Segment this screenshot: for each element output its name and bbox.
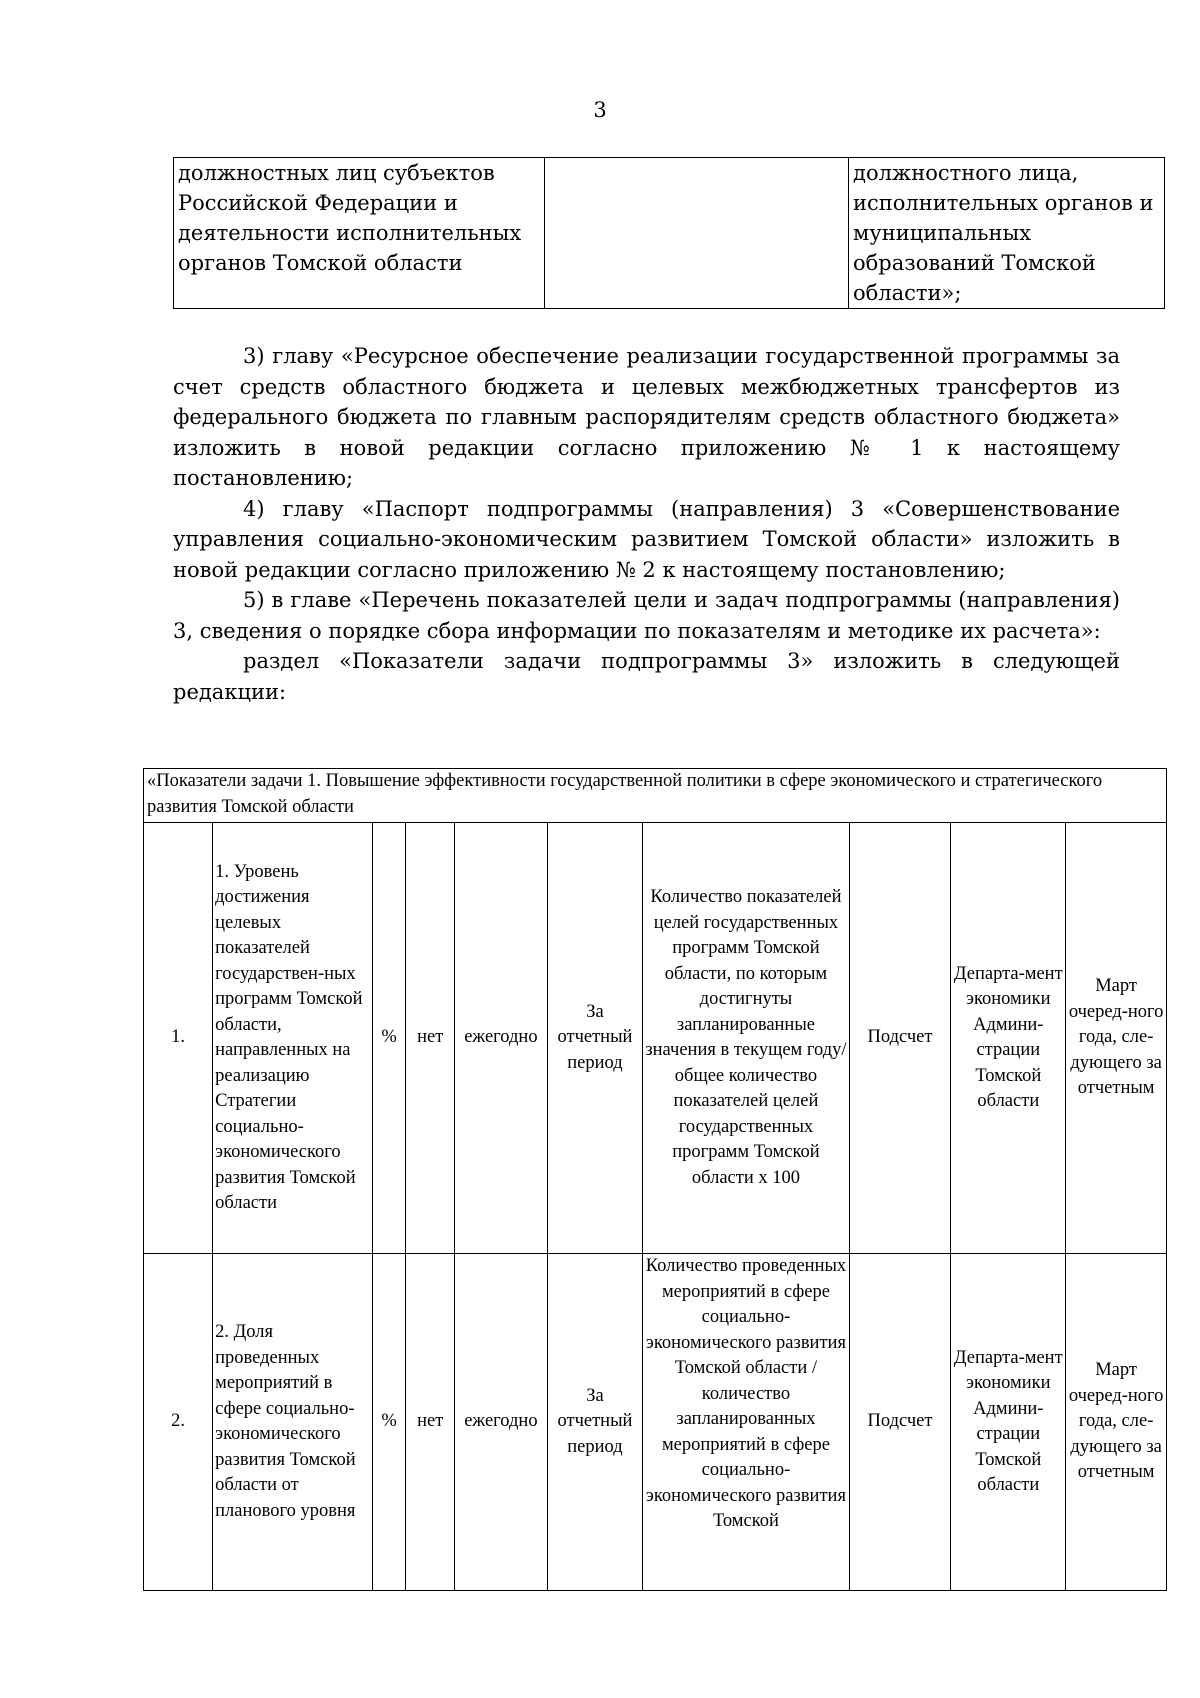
row-number: 2. xyxy=(144,1254,213,1591)
unit: % xyxy=(372,1254,406,1591)
flag: нет xyxy=(406,823,455,1254)
paragraph-section: раздел «Показатели задачи подпрограммы 3» изложить в следующей редакции: xyxy=(173,649,1120,704)
flag: нет xyxy=(406,1254,455,1591)
periodicity: ежегодно xyxy=(455,1254,548,1591)
responsible: Департа-мент экономики Админи-страции Томской области xyxy=(951,823,1066,1254)
table-cell-subject: должностных лиц субъектов Российской Федерации и деятельности исполнительных органов Томской области xyxy=(174,158,545,309)
formula: Количество показателей целей государственных программ Томской области, по которым достигнуты запланированные значения в текущем году/ общее количество показателей целей государственных программ Томской области х 100 xyxy=(643,823,849,1254)
document-body xyxy=(173,341,1120,707)
periodicity: ежегодно xyxy=(455,823,548,1254)
paragraph-item-4: 4) главу «Паспорт подпрограммы (направления) 3 «Совершенствование управления социально-экономическим развитием Томской области» изложить в новой редакции согласно приложению № 2 к настоящему постановлению; xyxy=(173,496,1120,582)
period: За отчетный период xyxy=(547,1254,643,1591)
indicator-name: 1. Уровень достижения целевых показателей государствен-ных программ Томской области, направленных на реализацию Стратегии социально-экономического развития Томской области xyxy=(213,823,373,1254)
table-cell-empty xyxy=(544,158,849,309)
deadline: Март очеред-ного года, сле-дующего за отчетным xyxy=(1066,823,1167,1254)
table-row xyxy=(144,823,1167,1254)
paragraph-item-5: 5) в главе «Перечень показателей цели и задач подпрограммы (направления) 3, сведения о порядке сбора информации по показателям и методике их расчета»: xyxy=(173,588,1120,643)
table-row xyxy=(174,158,1165,309)
responsible: Департа-мент экономики Админи-страции Томской области xyxy=(951,1254,1066,1591)
formula: Количество проведенных мероприятий в сфере социально-экономического развития Томской области / количество запланированных мероприятий в сфере социально-экономического развития Томской xyxy=(643,1254,849,1591)
indicators-table xyxy=(143,768,1167,1591)
row-number: 1. xyxy=(144,823,213,1254)
table-cell-responsible: должностного лица, исполнительных органов и муниципальных образований Томской области»; xyxy=(849,158,1165,309)
continuation-table xyxy=(173,157,1165,309)
deadline: Март очеред-ного года, сле-дующего за отчетным xyxy=(1066,1254,1167,1591)
paragraph-item-3: 3) главу «Ресурсное обеспечение реализации государственной программы за счет средств областного бюджета и целевых межбюджетных трансфертов из федерального бюджета по главным распорядителям средств областного бюджета» изложить в новой редакции согласно приложению № 1 к настоящему постановлению; xyxy=(173,344,1120,490)
table-row xyxy=(144,1254,1167,1591)
unit: % xyxy=(372,823,406,1254)
method: Подсчет xyxy=(849,1254,951,1591)
method: Подсчет xyxy=(849,823,951,1254)
period: За отчетный период xyxy=(547,823,643,1254)
table-title: «Показатели задачи 1. Повышение эффективности государственной политики в сфере экономического и стратегического развития Томской области xyxy=(144,769,1167,823)
page-number: 3 xyxy=(593,98,607,122)
indicator-name: 2. Доля проведенных мероприятий в сфере социально-экономического развития Томской области от планового уровня xyxy=(213,1254,373,1591)
